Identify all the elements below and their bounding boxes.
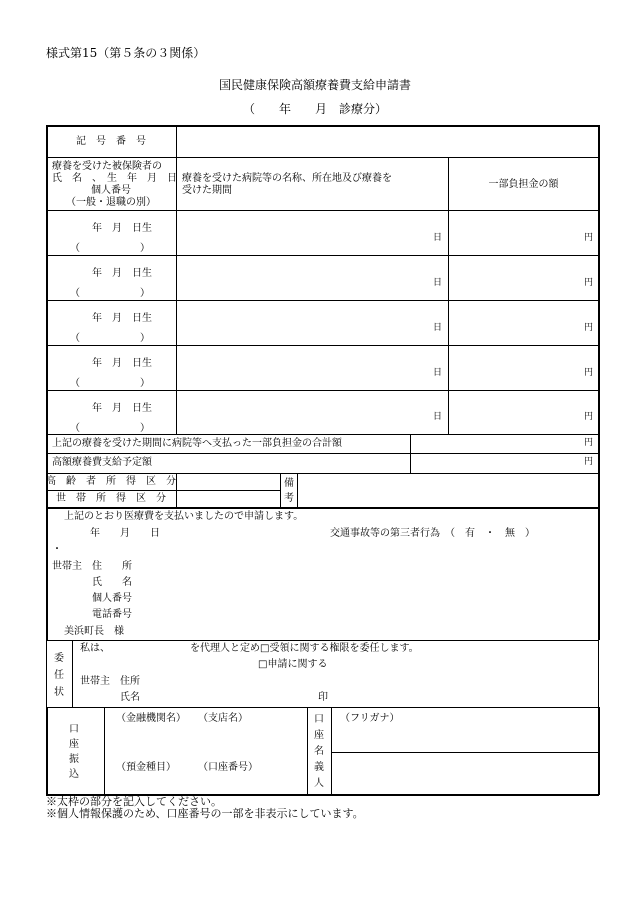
total-payment-label: 上記の療養を受けた期間に病院等へ支払った一部負担金の合計額 [52,438,342,449]
col1-header-line1: 療養を受けた被保険者の [52,161,162,172]
household-income-label: 世 帯 所 得 区 分 [56,493,166,504]
seal-mark: 印 [318,692,328,703]
category-paren: （ ） [70,288,150,299]
application-date: 年 月 日 [90,528,160,539]
kigo-bango-label: 記 号 番 号 [76,136,146,147]
mayor-addressee: 美浜町長 様 [64,626,124,637]
day-unit: 日 [433,412,443,422]
yen-unit: 円 [584,278,594,288]
birth-date-label: 年 月 日生 [92,403,152,414]
bank-transfer-label: 口座振込 [69,724,79,780]
birth-date-label: 年 月 日生 [92,313,152,324]
note-privacy: ※個人情報保護のため、口座番号の一部を非表示にしています。 [46,807,364,820]
col1-header-line4: （一般・退職の別） [66,197,156,208]
delegation-text-3: □申請に関する [258,659,328,670]
setainushi-label: 世帯主 [52,561,82,572]
day-unit: 日 [433,323,443,333]
delegation-text-1: 私は、 [80,643,110,654]
delegation-label: 委任状 [54,653,64,698]
document-subtitle: （ 年 月 診療分） [242,102,387,116]
my-number-label: 個人番号 [92,593,132,604]
yen-unit: 円 [584,323,594,333]
name-label: 氏 名 [92,577,132,588]
birth-date-label: 年 月 日生 [92,358,152,369]
form-number: 様式第15（第５条の３関係） [46,46,206,60]
yen-unit: 円 [584,412,594,422]
total-yen-unit: 円 [584,438,594,448]
col1-header-line3: 個人番号 [91,185,131,196]
col1-header-line2: 氏 名 、 生 年 月 日 [52,173,177,184]
delegation-text-2: を代理人と定め□受領に関する権限を委任します。 [190,643,419,654]
day-unit: 日 [433,233,443,243]
third-party-act: 交通事故等の第三者行為 （ 有 ・ 無 ） [330,528,535,539]
birth-date-label: 年 月 日生 [92,268,152,279]
category-paren: （ ） [70,243,150,254]
bank-institution-label: （金融機関名） [116,713,186,724]
delegation-name: 氏名 [120,692,140,703]
col3-header: 一部負担金の額 [488,179,559,190]
application-statement: 上記のとおり医療費を支払いましたので申請します。 [64,511,304,522]
furigana-label: （フリガナ） [340,713,400,724]
elderly-income-label: 高 齢 者 所 得 区 分 [46,476,176,487]
kougaku-yen-unit: 円 [584,457,594,467]
day-unit: 日 [433,368,443,378]
category-paren: （ ） [70,333,150,344]
bullet-mark: ・ [52,544,62,555]
yen-unit: 円 [584,368,594,378]
col2-header-line1: 療養を受けた病院等の名称、所在地及び療養を [182,173,392,184]
yen-unit: 円 [584,233,594,243]
account-holder-label: 口座名義人 [314,714,324,789]
account-number-label: （口座番号） [198,762,258,773]
document-title: 国民健康保険高額療養費支給申請書 [218,78,411,92]
biko-label: 備考 [284,478,294,504]
account-type-label: （預金種目） [116,762,176,773]
birth-date-label: 年 月 日生 [92,223,152,234]
bank-branch-label: （支店名） [198,713,248,724]
category-paren: （ ） [70,378,150,389]
delegation-setainushi-address: 世帯主 住所 [80,676,140,687]
address-label: 住 所 [92,561,132,572]
phone-label: 電話番号 [92,609,132,620]
kougaku-estimate-label: 高額療養費支給予定額 [52,457,152,468]
note-fill-bold-frame: ※太枠の部分を記入してください。 [46,795,222,808]
col2-header-line2: 受けた期間 [182,185,232,196]
category-paren: （ ） [70,423,150,434]
day-unit: 日 [433,278,443,288]
